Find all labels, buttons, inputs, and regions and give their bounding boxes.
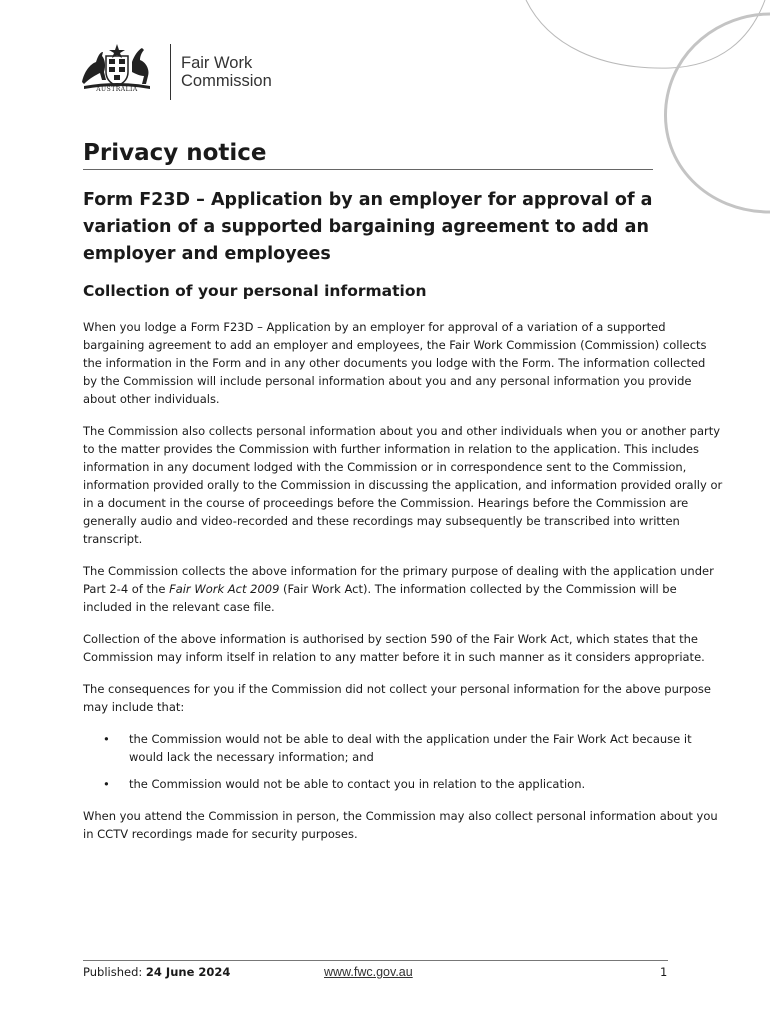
consequences-list — [83, 730, 723, 793]
paragraph: When you attend the Commission in person, the Commission may also collect personal information about you in CCTV recordings made for security purposes. — [83, 809, 718, 841]
page-number: 1 — [660, 965, 668, 979]
coat-of-arms — [76, 42, 158, 102]
published-label: Published: — [83, 965, 146, 979]
decorative-arc-thin — [526, 0, 765, 68]
notice-body — [83, 318, 723, 857]
list-item — [83, 730, 723, 766]
bullet-icon: • — [103, 777, 110, 791]
list-item-text: the Commission would not be able to contact you in relation to the application. — [129, 777, 586, 791]
logo-divider — [170, 44, 171, 100]
paragraph — [83, 562, 723, 616]
act-title: Fair Work Act 2009 — [169, 582, 280, 596]
section-heading: Collection of your personal information — [83, 282, 427, 300]
paragraph: The consequences for you if the Commission did not collect your personal information for the above purpose may include that: — [83, 682, 712, 714]
org-name-line1: Fair Work — [181, 54, 253, 72]
list-item — [83, 775, 723, 793]
crest-motto: AUSTRALIA — [96, 86, 138, 93]
published-date-value: 24 June 2024 — [145, 965, 231, 979]
paragraph-text: (Fair Work Act). The information collected by the Commission will be included in the relevant case file. — [83, 582, 677, 614]
footer-divider — [83, 960, 668, 961]
decorative-arc-thick — [665, 14, 770, 212]
bullet-icon: • — [103, 732, 110, 746]
paragraph: When you lodge a Form F23D – Application by an employer for approval of a variation of a supported bargaining agreement to add an employer and employees, the Fair Work Commission (Commission) collects the information in the Form and in any other documents you lodge with the Form. The information collected by the Commission will include personal information about you and any personal information you provide about other individuals. — [83, 320, 707, 406]
website-link[interactable]: www.fwc.gov.au — [324, 965, 413, 979]
fwc-logo — [76, 42, 272, 102]
org-name — [181, 54, 272, 90]
page-title: Privacy notice — [83, 140, 653, 170]
list-item-text: the Commission would not be able to deal with the application under the Fair Work Act because it would lack the necessary information; and — [129, 732, 692, 764]
form-subtitle: Form F23D – Application by an employer for approval of a variation of a supported bargaining agreement to add an employer and employees — [83, 190, 653, 264]
org-name-line2: Commission — [181, 72, 272, 90]
paragraph-text: The Commission collects the above information for the primary purpose of dealing with the application under Part 2-4 of the — [83, 564, 714, 596]
published-date — [83, 965, 230, 979]
paragraph: Collection of the above information is authorised by section 590 of the Fair Work Act, which states that the Commission may inform itself in relation to any matter before it in such manner as it considers appropriate. — [83, 632, 705, 664]
paragraph: The Commission also collects personal information about you and other individuals when you or another party to the matter provides the Commission with further information in relation to the application. This includes information in any document lodged with the Commission or in correspondence sent to the Commission, information provided orally to the Commission in discussing the application, and information provided orally or in a document in the course of proceedings before the Commission. Hearings before the Commission are generally audio and video-recorded and these recordings may subsequently be transcribed into written transcript. — [83, 424, 723, 546]
